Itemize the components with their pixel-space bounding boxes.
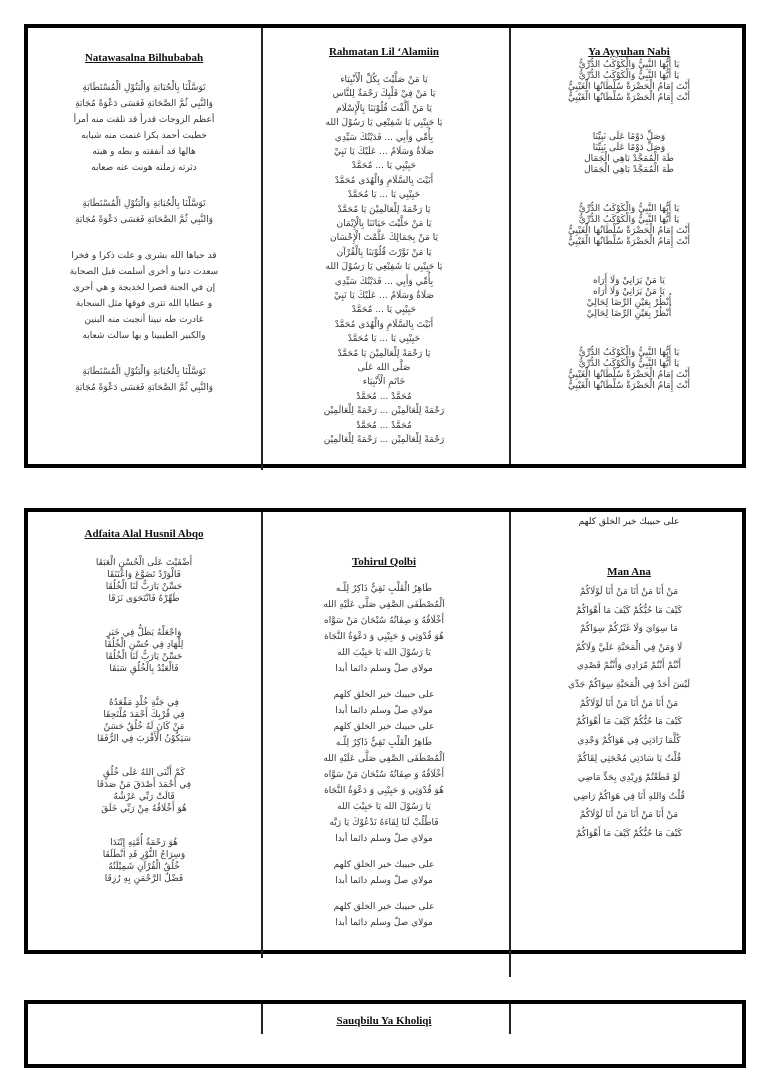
lyric-line: على حبيبك خير الخلق كلهم [333,902,435,912]
lyric-line: هُوَ قُدْوَتِي وَ حَبِيْبِي وَ دَعْوَةُ النَّجَاة [324,786,444,796]
lyric-line: كَيْفَ مَا حُبُّكُمْ كَيْفَ مَا أَهْوَاكُمْ [576,717,682,728]
lyric-line: يَا رَسُوْلَ الله يَا حَبِيْبَ الله [337,648,431,658]
lyric-line: هُوَ رَحْمَةُ أُمَّتِهِ إِبْتَدَا [110,838,178,848]
lyric-line: يَا مَنْ فِيْ قَلْبِكَ رَحْمَةٌ لِلنَّاس [332,89,436,100]
lyric-line: والكبير الطيبينا و بها سالت شعابه [82,331,206,341]
lyric-line: على حبيبك خير الخلق كلهم [333,722,435,732]
lyric-line: أَخْلَاقُهُ وَ صِفَاتُهُ سُبْحَانَ مَنْ سَوَّاه [324,770,444,780]
lyric-line: يَا أَيُّهَا النَّبِيُّ وَالْكَوْكَبُ الدُّرِّيُّ [578,60,680,70]
lyric-line: وَسِرَاجُ النُّوْرِ قَدِ انْطَلَقَا [102,850,186,860]
lyric-line: خَاتَمِ الْأَنْبِيَاء [362,377,406,388]
column-divider [261,1004,263,1034]
column-header-text: على حبيبك خير الخلق كلهم [578,517,680,527]
lyric-line: أَنْتَ إِمَامُ الْحَضْرَةْ سُلْطَانُهَا الْغَيْبِيُّ [567,381,691,391]
lyric-line: يَا أَيُّهَا النَّبِيُّ وَالْكَوْكَبُ الدُّرِّيُّ [578,71,680,81]
lyric-line: بِأُمِّي وَأَبِي ... فَدَيْتُكَ سَيِّدِي [334,132,434,143]
lyric-line: يَا أَيُّهَا النَّبِيُّ وَالْكَوْكَبُ الدُّرِّيُّ [578,204,680,214]
lyric-line: وَالنَّبِي ثُمَّ الصَّحَابَةِ فَعَسَى دَعْوَةً مُجَابَةِ [75,99,213,109]
song-table-3 [24,1000,746,1068]
lyric-line: هُوَ قُدْوَتِي وَ حَبِيْبِي وَ دَعْوَةُ النَّجَاة [324,632,444,642]
lyric-line: مولاي صلّ وسلم دائما أبدا [335,664,433,674]
column-divider [509,1004,511,1034]
lyric-line: كُلَّمَا زَادَنِي فِي هَوَاكُمْ وَجْدِي [577,735,681,746]
lyric-line: أَنْتَ إِمَامُ الْحَضْرَةْ سُلْطَانُهَا الْغَيْبِيُّ [567,226,691,236]
lyric-line: يَا رَحْمَةً لِلْعَالَمِيْنَ يَا مُحَمَّدْ [337,204,431,215]
lyric-line: حَبِيْبِي يَا ... مُحَمَّدْ [351,305,417,316]
lyric-line: يَا مَنْ يَرَانِيْ وَلَا أَرَاه [593,287,665,297]
lyric-line: حَسِّنْ يَارَبُّ لَنَا الْخُلُقَا [105,582,183,592]
lyric-line: أُنْظُرْ بِعَيْنِ الرِّضَا لِحَالِيْ [586,298,672,308]
lyric-line: مُحَمَّدْ ... مُحَمَّدْ [356,420,412,431]
lyric-line: إن في الجنة قصرا لخديجة و هي أحرى [72,283,216,293]
lyric-line: دثرته زملته هونت عنه صعابه [91,163,197,173]
lyric-line: هالها قد أنفقته و بطه و هبته [92,147,196,157]
lyric-line: يَا مَنْ حَلَّيْتَ حَيَاتَنَا بِالْإِيْمَان [336,219,432,229]
lyric-line: كَمْ أَثْنَى اللهُ عَلَى خُلُقٍ [103,768,185,778]
lyric-line: كَيْفَ مَا حُبُّكُمْ كَيْفَ مَا أَهْوَاكُمْ [576,828,682,839]
lyric-line: وَاجْعَلْهُ يَظَلُّ فِي خَبَرٍ [106,628,182,638]
song-title: Rahmatan Lil ‘Alamiin [328,46,439,58]
lyric-line: يَا مَنْ يَرَانِيْ وَلَا أَرَاه [593,276,665,286]
song-title: Sauqbilu Ya Kholiqi [336,1015,432,1027]
lyric-line: طَهِّرْهُ فَانْتَحَوَى نَزَقَا [108,594,180,604]
lyric-line: لَا وَمَنْ فِي الْمَحَبَّةِ عَلَيَّ وَلَاكُمْ [575,642,683,653]
lyric-line: فَاطْلُبْ لَنَا لِقَاءَهُ نَدْعُوْكَ يَا رَبَّه [329,818,439,828]
lyric-line: يَا رَسُوْلَ الله يَا حَبِيْبَ الله [337,802,431,812]
lyric-line: تَوَسَّلْنَا بِالْحُبَابَةِ وَالْبَتُوْلِ الْمُسْتَطَابَةِ [82,367,206,377]
lyric-line: أَخْلَاقُهُ وَ صِفَاتُهُ سُبْحَانَ مَنْ سَوَّاه [324,616,444,626]
lyric-line: بِأُمِّي وَأَبِي ... فَدَيْتُكَ سَيِّدِي [334,276,434,287]
lyric-line: رَحْمَةً لِلْعَالَمِيْن ... رَحْمَةً لِلْعَالَمِيْن [323,406,445,417]
song-title: Adfaita Alal Husnil Abqo [84,528,204,540]
lyric-line: مَا سِوَايَ وَلَا غَيْرُكُمْ سِوَاكُمْ [580,624,678,635]
song-title: Ya Ayyuhan Nabi [588,46,670,58]
song-title: Man Ana [607,566,651,578]
lyric-line: يَا أَيُّهَا النَّبِيُّ وَالْكَوْكَبُ الدُّرِّيُّ [578,215,680,225]
song-title: Natawasalna Bilhubabah [84,52,204,64]
lyric-line: فَالْوَرْدُ تَضَوَّعَ وَاعْتَنَقَا [107,570,181,580]
lyric-line: رَحْمَةً لِلْعَالَمِيْن ... رَحْمَةً لِلْعَالَمِيْن [323,435,445,445]
lyric-line: تَوَسَّلْنَا بِالْحُبَابَةِ وَالْبَتُوْلِ الْمُسْتَطَابَةِ [82,83,206,93]
lyric-line: مولاي صلّ وسلم دائما أبدا [335,876,433,886]
lyric-line: أَنْتَ إِمَامُ الْحَضْرَةْ سُلْطَانُهَا الْغَيْبِيُّ [567,93,691,103]
lyric-line: وَصَلِّ دَوْمًا عَلَى نَبِيِّنَا [592,132,666,142]
lyric-line: أَنْتَ إِمَامُ الْحَضْرَةْ سُلْطَانُهَا الْغَيْبِيُّ [567,237,691,247]
lyric-line: يَا رَحْمَةً لِلْعَالَمِيْنَ يَا مُحَمَّدْ [337,348,431,359]
lyric-line: فِي أَحْمَدَ أَصْدَقَ مَنْ صَدَقَا [96,780,192,790]
lyric-line: طَهَ الْمُمَجَّدْ بَاهِي الْجَمَال [584,165,674,175]
lyric-line: يَا أَيُّهَا النَّبِيُّ وَالْكَوْكَبُ الدُّرِّيُّ [578,359,680,369]
lyric-line: أعظم الزوجات قدرأ قد تلقت منه أمرأ [73,115,215,125]
lyric-line: يَا حَبِيْبِي يَا شَفِيْعِي يَا رَسُوْلَ الله [325,118,443,129]
lyric-line: أَنْتَ إِمَامُ الْحَضْرَةْ سُلْطَانُهَا الْغَيْبِيُّ [567,370,691,380]
lyric-line: طَاهِرُ الْقَلْبِ تَقِيٌّ ذَاكِرٌ لِلّـه [335,584,433,594]
lyric-line: فِي جَنَّةِ خُلْدٍ مَقْعَدُهُ [109,698,179,708]
lyric-line: قُلْتُ وَاللهِ أَنَا فِي هَوَاكُمْ رَاضِي [573,791,685,802]
lyric-line: فَالْعَبْدُ بِالْخُلُقِ سَبَقَا [109,664,179,674]
lyric-line: مولاي صلّ وسلم دائما أبدا [335,834,433,844]
lyric-line: مولاي صلّ وسلم دائما أبدا [335,918,433,928]
lyric-line: غادرت طه نبينا أنجبت منه البنين [84,315,204,325]
lyric-line: مَنْ أَنَا مَنْ أَنَا مَنْ أَنَا لَوْلَاكُمْ [579,587,679,597]
lyric-line: أَتَيْتَ بِالسَّلَامِ وَالْهُدَى مُحَمَّدْ [334,319,434,330]
lyric-line: وَالنَّبِي ثُمَّ الصَّحَابَةِ فَعَسَى دَعْوَةً مُجَابَةِ [75,215,213,225]
lyric-line: و عطايا الله تترى فوقها مثل السحابة [75,299,213,309]
lyric-line: سعدت دنيا و أخرى أسلمت قبل الصحابة [69,267,219,277]
lyric-line: خُلُقُ الْقُرْآنِ شَمِيْلَتُهُ [108,862,180,872]
lyric-line: أَنْتُمْ أَنْتُمْ مُرَادِي وَأَنْتُمْ قَصْدِي [576,661,682,672]
lyric-line: مَنْ كَانَ لَهُ خُلُقٌ حَسَنٌ [103,722,185,732]
lyric-line: حَبِيْبِي يَا ... مُحَمَّدْ [351,161,417,172]
lyric-line: لَوْ قَطَعْتُمْ وَرِيْدِي بِحَدٍّ مَاضِي [577,773,681,783]
lyric-line: أَتَيْتَ بِالسَّلَامِ وَالْهُدَى مُحَمَّدْ [334,175,434,186]
lyric-line: يَا مَنْ بِجَمَالِكَ عَلَّمْتَ الْإِحْسَان [330,233,438,244]
lyric-line: مُحَمَّدْ ... مُحَمَّدْ [356,391,412,402]
lyric-line: تَوَسَّلْنَا بِالْحُبَابَةِ وَالْبَتُوْلِ الْمُسْتَطَابَةِ [82,199,206,209]
lyric-line: صَلَّى الله عَلَى [357,363,411,373]
lyric-line: صَلَاةٌ وَسَلَامٌ ... عَلَيْكَ يَا نَبِيْ [333,147,435,157]
lyric-line: أَنْتَ إِمَامُ الْحَضْرَةْ سُلْطَانُهَا الْغَيْبِيُّ [567,82,691,92]
lyric-line: مَنْ أَنَا مَنْ أَنَا مَنْ أَنَا لَوْلَاكُمْ [579,698,679,709]
lyric-line: يَا حَبِيْبِي يَا شَفِيْعِي يَا رَسُوْلَ الله [325,262,443,273]
lyric-line: على حبيبك خير الخلق كلهم [333,860,435,870]
lyric-line: أُنْظُرْ بِعَيْنِ الرِّضَا لِحَالِيْ [586,309,672,319]
lyric-line: سَيَكُوْنُ الْأَقْرَبَ فِي الرُّفَقَا [96,734,192,744]
lyric-line: طَاهِرُ الْقَلْبِ تَقِيٌّ ذَاكِرٌ لِلّـه [335,738,433,748]
lyric-line: فِي قُرْبِكَ أَحْمَدَ مُلْتَحِقَا [103,710,185,720]
lyric-line: وَصَلِّ دَوْمًا عَلَى نَبِيِّنَا [592,143,666,153]
lyric-line: طَهَ الْمُمَجَّدْ بَاهِي الْجَمَال [584,154,674,164]
lyric-line: يَا أَيُّهَا النَّبِيُّ وَالْكَوْكَبُ الدُّرِّيُّ [578,348,680,358]
lyric-line: وَالنَّبِي ثُمَّ الصَّحَابَةِ فَعَسَى دَعْوَةً مُجَابَةِ [75,383,213,393]
lyric-line: هُوَ أَخْلَاقُهُ مِنْ رَبِّي خَلَقَ [101,804,187,814]
lyric-line: حَبِيْبِي يَا ... يَا مُحَمَّدْ [347,190,421,201]
lyric-line: قد حباها الله بشرى و علت ذكرا و فخرا [71,251,217,261]
lyric-line: فَضْلُ الرَّحْمَنِ بِهِ رُزِقَا [104,874,184,884]
lyric-line: اَلْمُصْطَفَى الصَّفِي صَلَّى عَلَيْهِ الله [323,754,445,764]
lyric-line: مَنْ أَنَا مَنْ أَنَا مَنْ أَنَا لَوْلَاكُمْ [579,810,679,821]
lyric-line: قُلْتُ يَا سَادَتِي مُحْجَتِي لِقَاكُمْ [576,754,682,765]
lyric-line: اَلْمُصْطَفَى الصَّفِي صَلَّى عَلَيْهِ الله [323,600,445,610]
lyric-line: كَيْفَ مَا حُبُّكُمْ كَيْفَ مَا أَهْوَاكُمْ [576,605,682,616]
lyric-line: أَضْفَيْتَ عَلَى الْحُسْنِ الْعَبَقَا [95,558,193,568]
lyric-line: حَسِّنْ يَارَبُّ لَنَا الْخُلُقَا [105,652,183,662]
lyric-line: يَا مَنْ صَلَّيْتَ بِكُلِّ الْأَنْبِيَاء [340,75,428,85]
lyric-line: خطبت أحمد بكرا غنمت منه شبابه [81,131,207,141]
lyric-line: لَيْسَ أَحَدٌ فِي الْمَحَبَّةِ سِوَاكُمْ جَدِّي [568,680,690,690]
song-title: Tohirul Qolbi [351,556,417,568]
lyric-line: صَلَاةٌ وَسَلَامٌ ... عَلَيْكَ يَا نَبِيْ [333,291,435,301]
lyric-line: يَا مَنْ أَلَّفْتَ قُلُوْبَنَا بِالْإِسْلَام [336,103,432,114]
lyric-line: قَالَتْ رَبِّي عَرْشُهُ [113,792,175,802]
lyric-line: مولاي صلّ وسلم دائما أبدا [335,706,433,716]
lyric-line: لِلْهَادِ فِي حُسْنِ الْخُلُقَا [104,640,184,650]
lyric-line: على حبيبك خير الخلق كلهم [333,690,435,700]
lyric-line: يَا مَنْ نَوَّرْتَ قُلُوْبَنَا بِالْقُرْآن [336,247,432,258]
lyric-line: حَبِيْبِي يَا ... يَا مُحَمَّدْ [347,334,421,345]
